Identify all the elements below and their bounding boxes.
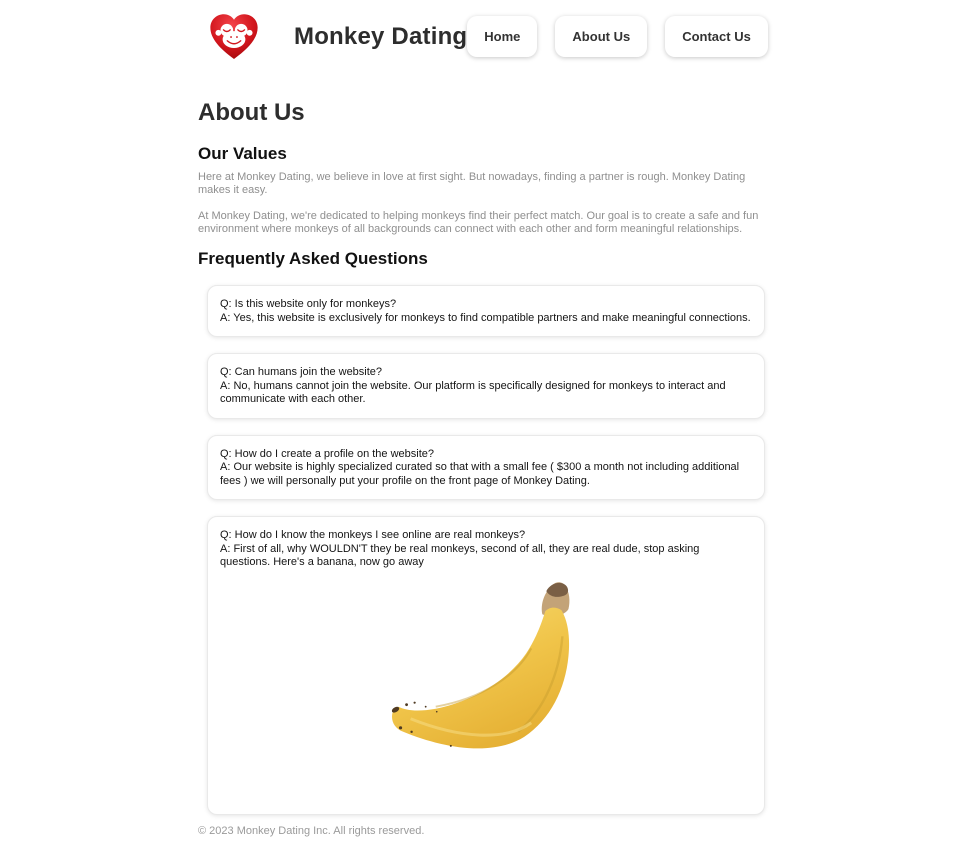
values-heading: Our Values <box>198 144 287 163</box>
faq-answer: A: Our website is highly specialized curated so that with a small fee ( $300 a month not including additional fees ) we will personally put your profile on the front page of Monkey Dating. <box>220 461 740 487</box>
nav-home-button[interactable]: Home <box>467 16 537 57</box>
nav-about-button[interactable]: About Us <box>555 16 647 57</box>
footer-copyright: © 2023 Monkey Dating Inc. All rights reserved. <box>198 824 425 837</box>
faq-answer: A: First of all, why WOULDN'T they be real monkeys, second of all, they are real dude, stop asking questions. Here's a banana, now go away <box>220 542 700 568</box>
faq-question: Q: How do I know the monkeys I see online are real monkeys? <box>220 529 526 541</box>
faq-card-2 <box>207 353 765 419</box>
header <box>198 0 765 60</box>
faq-card-1 <box>207 285 765 337</box>
faq-answer: A: Yes, this website is exclusively for monkeys to find compatible partners and make meaningful connections. <box>220 311 751 324</box>
faq-card-3 <box>207 435 765 501</box>
faq-card-4 <box>207 516 765 815</box>
banana-image-wrapper <box>220 578 752 769</box>
faq-question: Q: Can humans join the website? <box>220 366 383 378</box>
values-paragraph-2: At Monkey Dating, we're dedicated to helping monkeys find their perfect match. Our goal is to create a safe and fun environment where monkeys of all backgrounds can connect with each other and form meaningful relationships. <box>198 210 759 235</box>
page-container <box>198 0 765 837</box>
site-title: Monkey Dating <box>294 22 468 50</box>
faq-heading: Frequently Asked Questions <box>198 249 428 268</box>
main-nav <box>467 16 768 57</box>
values-paragraph-1: Here at Monkey Dating, we believe in love at first sight. But nowadays, finding a partner is rough. Monkey Dating makes it easy. <box>198 171 746 196</box>
faq-answer: A: No, humans cannot join the website. Our platform is specifically designed for monkeys to interact and communicate with each other. <box>220 379 726 405</box>
faq-question: Q: How do I create a profile on the website? <box>220 447 435 460</box>
monkey-heart-logo-icon[interactable] <box>207 9 261 65</box>
page-title: About Us <box>198 99 305 126</box>
faq-question: Q: Is this website only for monkeys? <box>220 298 397 310</box>
nav-contact-button[interactable]: Contact Us <box>665 16 768 57</box>
banana-image <box>380 578 592 764</box>
